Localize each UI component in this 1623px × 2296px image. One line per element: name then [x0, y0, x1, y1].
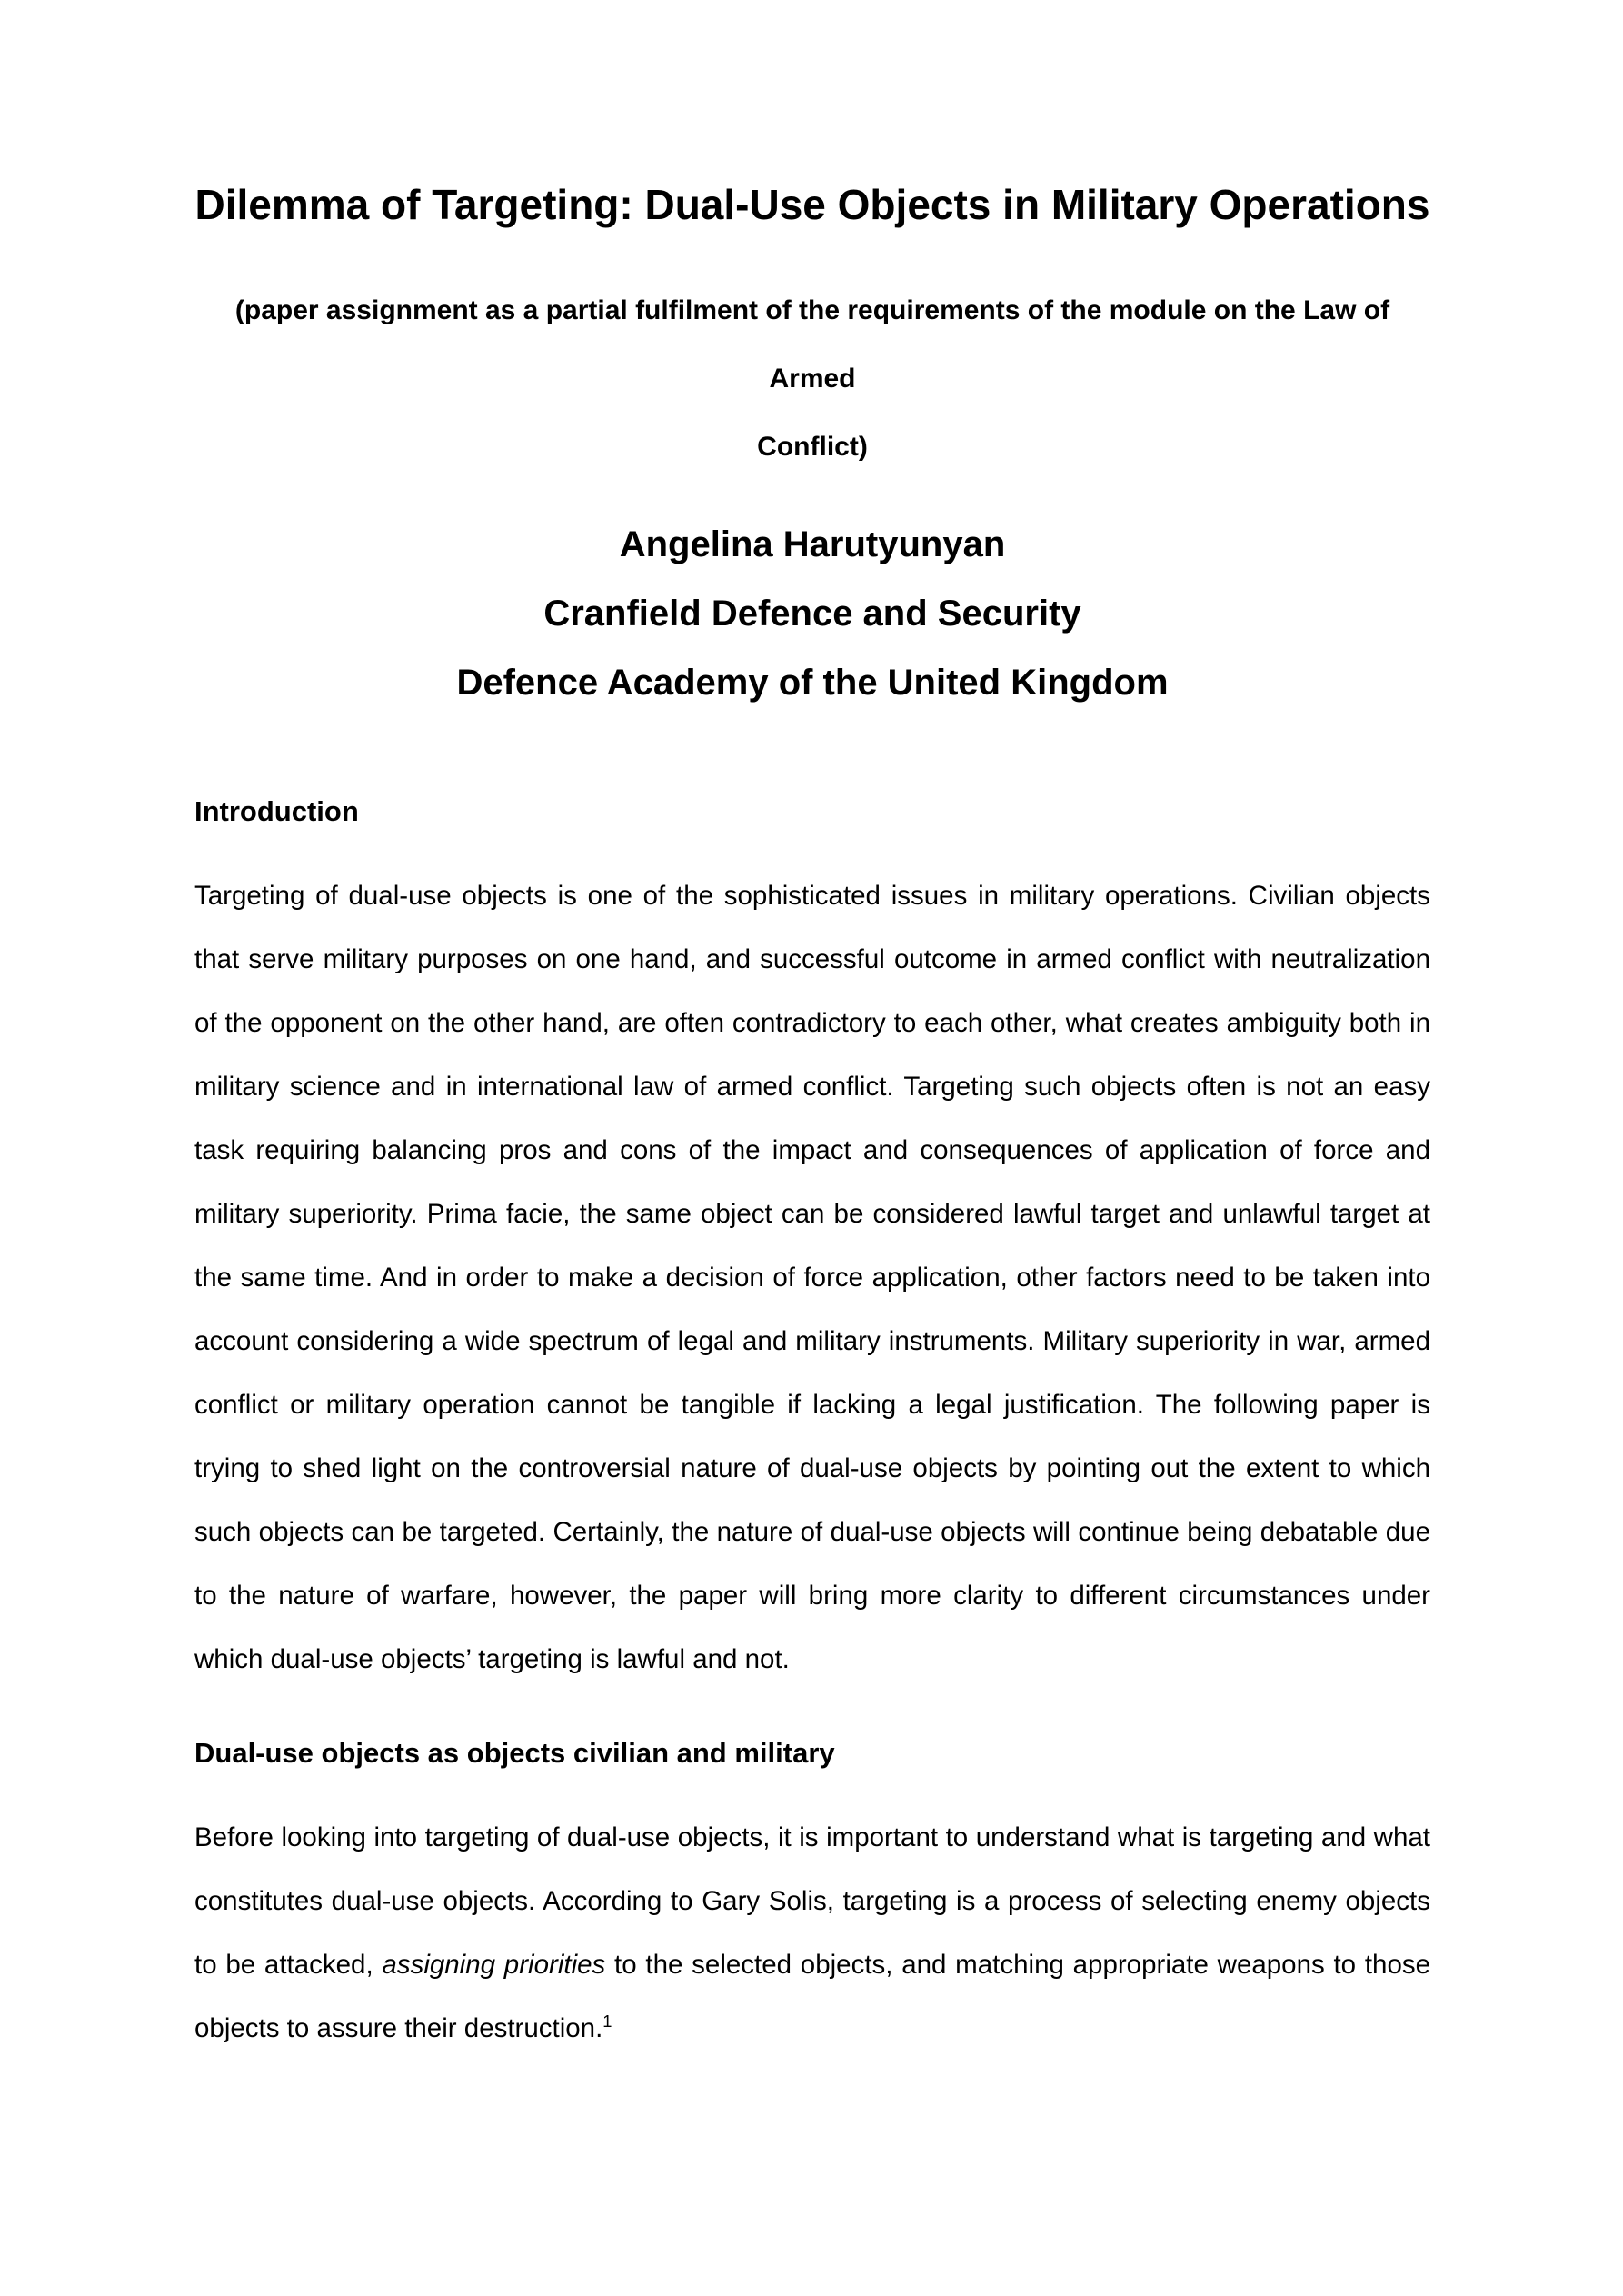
paper-subtitle-line-2: Conflict)	[757, 431, 868, 462]
dual-use-paragraph-text-after-italic: to the selected objects, and matching appropriate weapons to those objects to assure their destruction.	[194, 1949, 1431, 2043]
author-block	[194, 510, 1430, 717]
introduction-paragraph: Targeting of dual-use objects is one of the sophisticated issues in military operations. Civilian objects that serve military purposes on one hand, and successful outcome in armed conflict with neutralization of the opponent on the other hand, are often contradictory to each other, what creates ambiguity both in military science and in international law of armed conflict. Targeting such objects often is not an easy task requiring balancing pros and cons of the impact and consequences of application of force and military superiority. Prima facie, the same object can be considered lawful target and unlawful target at the same time. And in order to make a decision of force application, other factors need to be taken into account considering a wide spectrum of legal and military instruments. Military superiority in war, armed conflict or military operation cannot be tangible if lacking a legal justification. The following paper is trying to shed light on the controversial nature of dual-use objects by pointing out the extent to which such objects can be targeted. Certainly, the nature of dual-use objects will continue being debatable due to the nature of warfare, however, the paper will bring more clarity to different circumstances under which dual-use objects’ targeting is lawful and not.	[194, 880, 1430, 1674]
author-institution: Defence Academy of the United Kingdom	[456, 662, 1169, 703]
author-affiliation: Cranfield Defence and Security	[543, 593, 1081, 634]
paper-title: Dilemma of Targeting: Dual-Use Objects in Military Operations	[194, 181, 1430, 228]
author-name: Angelina Harutyunyan	[619, 524, 1006, 564]
paper-subtitle	[194, 276, 1430, 481]
section-heading-introduction: Introduction	[194, 794, 359, 827]
footnote-reference: 1	[602, 2011, 612, 2031]
dual-use-paragraph	[194, 1806, 1430, 2061]
paper-subtitle-line-1: (paper assignment as a partial fulfilment of the requirements of the module on the Law of Armed	[234, 294, 1390, 394]
dual-use-paragraph-text-before-italic: Before looking into targeting of dual-use objects, it is important to understand what is targeting and what constitutes dual-use objects. According to Gary Solis, targeting is a process of selecting enemy objects to be attacked,	[194, 1822, 1430, 1980]
section-heading-dual-use-objects: Dual-use objects as objects civilian and military	[194, 1736, 835, 1769]
dual-use-paragraph-italic-phrase: assigning priorities	[382, 1949, 606, 1980]
